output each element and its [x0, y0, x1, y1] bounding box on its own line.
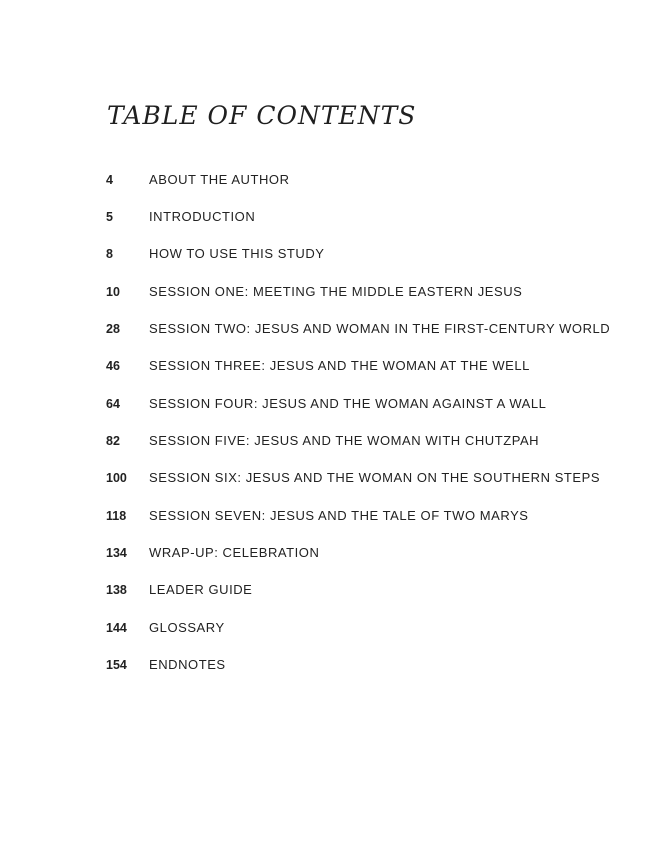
toc-entry-label: ABOUT THE AUTHOR [149, 172, 290, 187]
toc-entry-label: SESSION ONE: MEETING THE MIDDLE EASTERN JESUS [149, 284, 523, 299]
toc-page-number: 82 [106, 434, 120, 448]
toc-entry [0, 170, 668, 190]
toc-entry [0, 431, 668, 451]
toc-entry [0, 319, 668, 339]
toc-entry-label: WRAP-UP: CELEBRATION [149, 545, 320, 560]
toc-entry [0, 244, 668, 264]
toc-page-number: 8 [106, 247, 113, 261]
toc-page-number: 154 [106, 658, 127, 672]
toc-page-number: 144 [106, 621, 127, 635]
toc-entry-label: SESSION SIX: JESUS AND THE WOMAN ON THE SOUTHERN STEPS [149, 470, 601, 485]
toc-page-number: 4 [106, 173, 113, 187]
toc-entry-label: GLOSSARY [149, 620, 225, 635]
toc-page-number: 134 [106, 546, 127, 560]
toc-page-number: 118 [106, 509, 127, 523]
toc-page-number: 138 [106, 583, 127, 597]
toc-entry-label: INTRODUCTION [149, 209, 256, 224]
page-title: TABLE OF CONTENTS [107, 101, 417, 130]
toc-entry-label: LEADER GUIDE [149, 582, 253, 597]
toc-entry [0, 655, 668, 675]
toc-page-number: 10 [106, 285, 120, 299]
toc-entry-label: SESSION FIVE: JESUS AND THE WOMAN WITH CHUTZPAH [149, 433, 540, 448]
toc-entry [0, 207, 668, 227]
toc-entry-label: SESSION THREE: JESUS AND THE WOMAN AT THE WELL [149, 358, 530, 373]
toc-entry-label: SESSION TWO: JESUS AND WOMAN IN THE FIRST-CENTURY WORLD [149, 321, 611, 336]
toc-entry [0, 394, 668, 414]
toc-entry-label: SESSION FOUR: JESUS AND THE WOMAN AGAINST A WALL [149, 396, 547, 411]
toc-entry [0, 618, 668, 638]
toc-entry [0, 468, 668, 488]
toc-page-number: 5 [106, 210, 113, 224]
toc-page-number: 64 [106, 397, 120, 411]
toc-entry-label: ENDNOTES [149, 657, 226, 672]
toc-entry [0, 356, 668, 376]
toc-entry [0, 506, 668, 526]
toc-entry [0, 580, 668, 600]
toc-entry-label: HOW TO USE THIS STUDY [149, 246, 325, 261]
toc-page-number: 100 [106, 471, 127, 485]
toc-page-number: 46 [106, 359, 120, 373]
toc-entry-label: SESSION SEVEN: JESUS AND THE TALE OF TWO MARYS [149, 508, 529, 523]
toc-page-number: 28 [106, 322, 120, 336]
toc-entry [0, 543, 668, 563]
toc-entry [0, 282, 668, 302]
